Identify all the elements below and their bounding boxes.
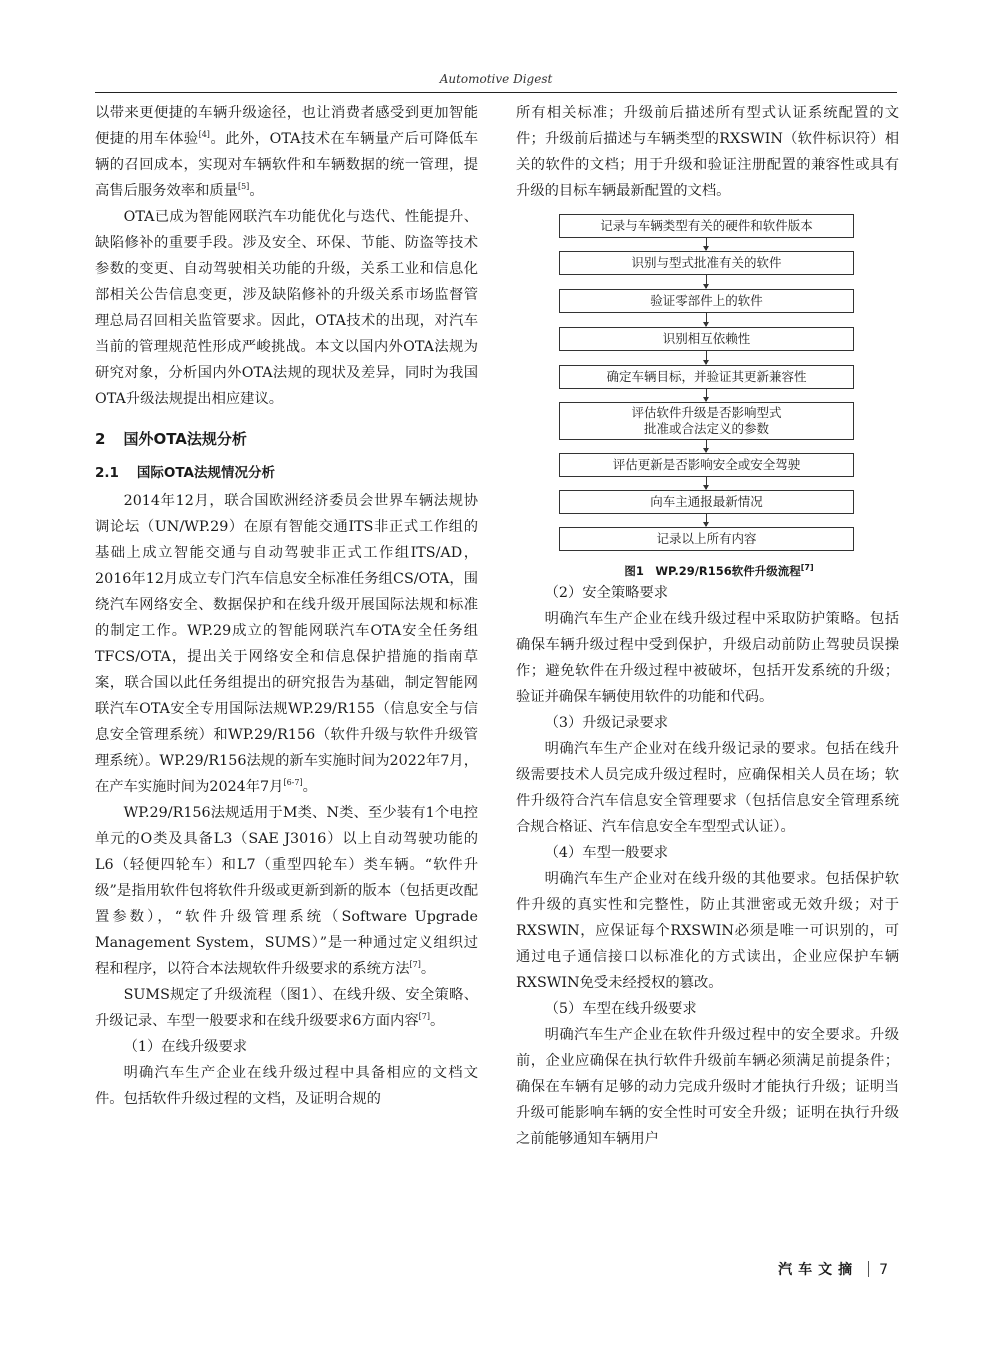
running-header: Automotive Digest bbox=[439, 72, 553, 86]
paragraph: WP.29/R156法规适用于M类、N类、至少装有1个电控单元的O类及具备L3（SAE J3016）以上自动驾驶功能的L6（轻便四轮车）和L7（重型四轮车）类车辆。“软件升级”是指用软件包将软件升级或更新到新的版本（包括更改配置参数），“软件升级管理系统（Software Upgrade Management System，SUMS）”是一种通过定义组织过程和程序，以符合本法规软件升级要求的系统方法[7]。 bbox=[95, 805, 478, 977]
citation[interactable]: [5] bbox=[237, 182, 250, 192]
paragraph: 明确汽车生产企业在软件升级过程中的安全要求。升级前，企业应确保在执行软件升级前车辆必须满足前提条件；确保在车辆有足够的动力完成升级时才能执行升级；证明当升级可能影响车辆的安全性时可安全升级；证明在执行升级之前能够通知车辆用户 bbox=[516, 1027, 899, 1147]
citation[interactable]: [7] bbox=[800, 563, 814, 573]
flow-step: 识别与型式批准有关的软件 bbox=[559, 251, 854, 275]
flow-arrow bbox=[706, 477, 707, 489]
header-rule bbox=[95, 92, 897, 93]
citation[interactable]: [7] bbox=[418, 1012, 430, 1022]
flow-arrow bbox=[706, 440, 707, 452]
flow-step: 确定车辆目标，并验证其更新兼容性 bbox=[559, 365, 854, 389]
flow-step: 验证零部件上的软件 bbox=[559, 289, 854, 313]
journal-name: 汽车文摘 bbox=[778, 1262, 859, 1278]
subsection-heading: 2.1 国际OTA法规情况分析 bbox=[95, 465, 276, 481]
flow-arrow bbox=[706, 238, 707, 250]
flow-step: 记录以上所有内容 bbox=[559, 527, 854, 551]
list-heading: （4）车型一般要求 bbox=[544, 845, 669, 861]
paragraph: 所有相关标准；升级前后描述所有型式认证系统配置的文件；升级前后描述与车辆类型的RXSWIN（软件标识符）相关的软件的文档；用于升级和验证注册配置的兼容性或具有升级的目标车辆最新配置的文档。 bbox=[516, 105, 899, 199]
flow-step: 记录与车辆类型有关的硬件和软件版本 bbox=[559, 214, 854, 238]
paragraph: 以带来更便捷的车辆升级途径，也让消费者感受到更加智能便捷的用车体验[4]。此外，OTA技术在车辆量产后可降低车辆的召回成本，实现对车辆软件和车辆数据的统一管理，提高售后服务效率和质量[5]。 bbox=[95, 105, 478, 199]
flow-arrow bbox=[706, 389, 707, 401]
flow-arrow bbox=[706, 351, 707, 364]
citation[interactable]: [4] bbox=[198, 130, 210, 140]
list-heading: （5）车型在线升级要求 bbox=[544, 1001, 697, 1017]
paragraph: OTA已成为智能网联汽车功能优化与迭代、性能提升、缺陷修补的重要手段。涉及安全、环保、节能、防盗等技术参数的变更、自动驾驶相关功能的升级，关系工业和信息化部相关公告信息变更，涉及缺陷修补的升级关系市场监督管理总局召回相关监管要求。因此，OTA技术的出现，对汽车当前的管理规范性形成严峻挑战。本文以国内外OTA法规为研究对象，分析国内外OTA法规的现状及差异，同时为我国OTA升级法规提出相应建议。 bbox=[95, 209, 478, 407]
list-heading: （2）安全策略要求 bbox=[544, 585, 669, 601]
figure-caption: 图1 WP.29/R156软件升级流程[7] bbox=[624, 563, 814, 578]
page-footer bbox=[778, 1259, 888, 1279]
paragraph: 明确汽车生产企业在线升级过程中具备相应的文档文件。包括软件升级过程的文档，及证明合规的 bbox=[95, 1065, 478, 1107]
flow-arrow bbox=[706, 275, 707, 288]
flow-arrow bbox=[706, 313, 707, 326]
page-number: 7 bbox=[879, 1262, 888, 1278]
flowchart bbox=[516, 212, 899, 562]
list-heading: （3）升级记录要求 bbox=[544, 715, 669, 731]
paragraph: 明确汽车生产企业在线升级过程中采取防护策略。包括确保车辆升级过程中受到保护，升级启动前防止驾驶员误操作；避免软件在升级过程中被破坏，包括开发系统的升级；验证并确保车辆使用软件的功能和代码。 bbox=[516, 611, 899, 705]
paragraph: 明确汽车生产企业对在线升级的其他要求。包括保护软件升级的真实性和完整性，防止其泄密或无效升级；对于RXSWIN，应保证每个RXSWIN必须是唯一可识别的，可通过电子通信接口以标准化的方式读出，企业应保护车辆RXSWIN免受未经授权的篡改。 bbox=[516, 871, 899, 991]
left-column bbox=[95, 100, 478, 1112]
paragraph: SUMS规定了升级流程（图1）、在线升级、安全策略、升级记录、车型一般要求和在线升级要求6方面内容[7]。 bbox=[95, 987, 478, 1029]
paragraph: 明确汽车生产企业对在线升级记录的要求。包括在线升级需要技术人员完成升级过程时，应确保相关人员在场；软件升级符合汽车信息安全管理要求（包括信息安全管理系统合规合格证、汽车信息安全车型型式认证）。 bbox=[516, 741, 899, 835]
citation[interactable]: [7] bbox=[409, 960, 421, 970]
list-heading: （1）在线升级要求 bbox=[123, 1039, 248, 1055]
citation[interactable]: [6-7] bbox=[283, 778, 303, 788]
flow-step: 向车主通报最新情况 bbox=[559, 490, 854, 514]
right-column bbox=[516, 100, 899, 1152]
section-heading: 2 国外OTA法规分析 bbox=[95, 430, 247, 448]
flow-step: 识别相互依赖性 bbox=[559, 327, 854, 351]
flow-step: 评估软件升级是否影响型式批准或合法定义的参数 bbox=[559, 402, 854, 440]
flow-step: 评估更新是否影响安全或安全驾驶 bbox=[559, 453, 854, 477]
footer-divider bbox=[868, 1261, 869, 1277]
paragraph: 2014年12月，联合国欧洲经济委员会世界车辆法规协调论坛（UN/WP.29）在原有智能交通ITS非正式工作组的基础上成立智能交通与自动驾驶非正式工作组ITS/AD，2016年12月成立专门汽车信息安全标准任务组CS/OTA，围绕汽车网络安全、数据保护和在线升级开展国际法规和标准的制定工作。WP.29成立的智能网联汽车OTA安全任务组TFCS/OTA，提出关于网络安全和信息保护措施的指南草案，联合国以此任务组提出的研究报告为基础，制定智能网联汽车OTA安全专用国际法规WP.29/R155（信息安全与信息安全管理系统）和WP.29/R156（软件升级与软件升级管理系统）。WP.29/R156法规的新车实施时间为2022年7月，在产车实施时间为2024年7月[6-7]。 bbox=[95, 493, 478, 795]
flow-arrow bbox=[706, 514, 707, 526]
